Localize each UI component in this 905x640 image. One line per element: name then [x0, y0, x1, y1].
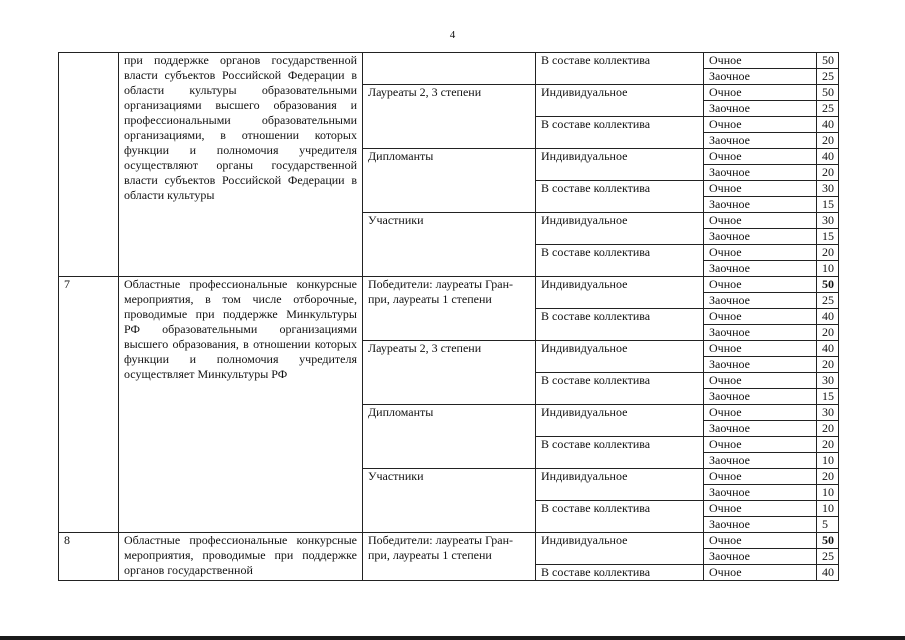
item-number: 8	[59, 533, 119, 581]
form-type: Заочное	[704, 133, 817, 149]
form-type: Очное	[704, 213, 817, 229]
scan-edge	[0, 636, 905, 640]
table-row	[59, 533, 839, 549]
form-type: Заочное	[704, 261, 817, 277]
participation-type: Индивидуальное	[536, 469, 704, 501]
form-type: Очное	[704, 501, 817, 517]
form-type: Заочное	[704, 485, 817, 501]
status-label: Участники	[363, 469, 536, 533]
points-value: 40	[817, 309, 839, 325]
status-label: Дипломанты	[363, 149, 536, 213]
form-type: Очное	[704, 565, 817, 581]
points-value: 5	[817, 517, 839, 533]
form-type: Очное	[704, 245, 817, 261]
item-number: 7	[59, 277, 119, 533]
participation-type: В составе коллектива	[536, 309, 704, 341]
participation-type: В составе коллектива	[536, 565, 704, 581]
participation-type: В составе коллектива	[536, 245, 704, 277]
participation-type: В составе коллектива	[536, 53, 704, 85]
form-type: Очное	[704, 373, 817, 389]
form-type: Очное	[704, 469, 817, 485]
participation-type: В составе коллектива	[536, 437, 704, 469]
points-value: 30	[817, 405, 839, 421]
points-value: 10	[817, 261, 839, 277]
points-value: 20	[817, 421, 839, 437]
form-type: Заочное	[704, 197, 817, 213]
item-description: Областные профессиональные конкурсные мероприятия, проводимые при поддержке органов государственной	[119, 533, 363, 581]
form-type: Очное	[704, 405, 817, 421]
points-value: 20	[817, 357, 839, 373]
points-value: 30	[817, 181, 839, 197]
form-type: Очное	[704, 117, 817, 133]
status-label: Лауреаты 2, 3 степени	[363, 85, 536, 149]
points-value: 50	[817, 53, 839, 69]
points-value: 20	[817, 133, 839, 149]
form-type: Заочное	[704, 69, 817, 85]
points-value: 10	[817, 501, 839, 517]
points-value: 25	[817, 101, 839, 117]
participation-type: Индивидуальное	[536, 277, 704, 309]
participation-type: Индивидуальное	[536, 85, 704, 117]
points-value: 20	[817, 245, 839, 261]
form-type: Заочное	[704, 453, 817, 469]
participation-type: Индивидуальное	[536, 341, 704, 373]
points-value: 10	[817, 485, 839, 501]
points-value: 40	[817, 149, 839, 165]
status-label: Победители: лауреаты Гран-при, лауреаты 1 степени	[363, 277, 536, 341]
status-label	[363, 53, 536, 85]
points-value: 50	[817, 533, 839, 549]
form-type: Очное	[704, 533, 817, 549]
points-value: 25	[817, 293, 839, 309]
points-value: 25	[817, 549, 839, 565]
table-row	[59, 53, 839, 69]
points-value: 50	[817, 277, 839, 293]
form-type: Заочное	[704, 293, 817, 309]
points-value: 20	[817, 325, 839, 341]
form-type: Заочное	[704, 389, 817, 405]
form-type: Очное	[704, 277, 817, 293]
form-type: Очное	[704, 85, 817, 101]
form-type: Очное	[704, 181, 817, 197]
form-type: Заочное	[704, 421, 817, 437]
points-value: 20	[817, 469, 839, 485]
points-value: 20	[817, 437, 839, 453]
participation-type: Индивидуальное	[536, 213, 704, 245]
participation-type: В составе коллектива	[536, 181, 704, 213]
points-value: 15	[817, 229, 839, 245]
page-number: 4	[449, 29, 456, 41]
points-value: 15	[817, 197, 839, 213]
status-label: Дипломанты	[363, 405, 536, 469]
item-description: Областные профессиональные конкурсные мероприятия, в том числе отборочные, проводимые при поддержке Минкультуры РФ образовательными организациями высшего образования, в отношении которых функции и полномочия учредителя осуществляет Минкультуры РФ	[119, 277, 363, 533]
form-type: Заочное	[704, 165, 817, 181]
form-type: Очное	[704, 437, 817, 453]
form-type: Заочное	[704, 325, 817, 341]
form-type: Заочное	[704, 229, 817, 245]
points-value: 50	[817, 85, 839, 101]
points-value: 30	[817, 213, 839, 229]
form-type: Заочное	[704, 549, 817, 565]
participation-type: Индивидуальное	[536, 405, 704, 437]
table-row	[59, 277, 839, 293]
points-value: 20	[817, 165, 839, 181]
form-type: Очное	[704, 341, 817, 357]
item-description: при поддержке органов государственной власти субъектов Российской Федерации в области культуры образовательными организациями высшего образования и профессиональными образовательными организациями, в отношении которых функции и полномочия учредителя осуществляют органы государственной власти субъектов Российской Федерации в области культуры	[119, 53, 363, 277]
participation-type: Индивидуальное	[536, 533, 704, 565]
rating-table	[58, 52, 839, 581]
participation-type: В составе коллектива	[536, 501, 704, 533]
status-label: Участники	[363, 213, 536, 277]
points-value: 30	[817, 373, 839, 389]
form-type: Заочное	[704, 357, 817, 373]
status-label: Победители: лауреаты Гран-при, лауреаты 1 степени	[363, 533, 536, 581]
form-type: Заочное	[704, 517, 817, 533]
points-value: 10	[817, 453, 839, 469]
table-body	[59, 53, 839, 581]
form-type: Очное	[704, 53, 817, 69]
participation-type: Индивидуальное	[536, 149, 704, 181]
points-value: 40	[817, 341, 839, 357]
points-value: 25	[817, 69, 839, 85]
form-type: Очное	[704, 149, 817, 165]
form-type: Заочное	[704, 101, 817, 117]
participation-type: В составе коллектива	[536, 117, 704, 149]
points-value: 40	[817, 565, 839, 581]
participation-type: В составе коллектива	[536, 373, 704, 405]
points-value: 40	[817, 117, 839, 133]
form-type: Очное	[704, 309, 817, 325]
status-label: Лауреаты 2, 3 степени	[363, 341, 536, 405]
item-number	[59, 53, 119, 277]
points-value: 15	[817, 389, 839, 405]
